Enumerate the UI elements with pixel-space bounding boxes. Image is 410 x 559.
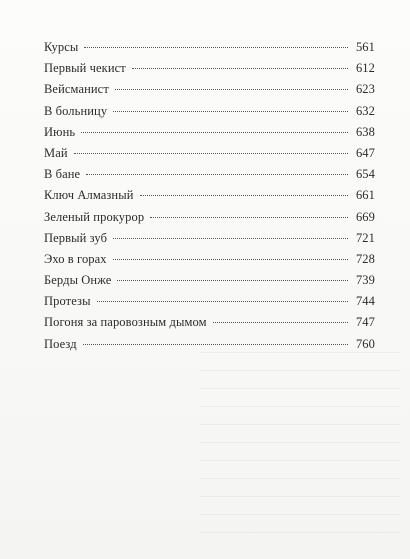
toc-entry-page: 623 [355, 82, 375, 97]
toc-entry-title: Зеленый прокурор [44, 209, 145, 224]
toc-entry-page: 632 [355, 103, 375, 118]
toc-entry [44, 188, 375, 209]
toc-entry-title: Ключ Алмазный [44, 188, 134, 203]
dot-leader [74, 153, 348, 154]
toc-entry-title: Погоня за паровозным дымом [44, 315, 207, 330]
toc-entry-page: 744 [355, 294, 375, 309]
toc-entry-page: 654 [355, 167, 375, 182]
toc-entry [44, 125, 375, 146]
toc-entry [44, 231, 375, 252]
dot-leader [113, 111, 348, 112]
toc-entry-page: 721 [355, 230, 375, 245]
toc-entry-title: Вейсманист [44, 82, 109, 97]
toc-entry [44, 210, 375, 231]
toc-entry-page: 669 [355, 209, 375, 224]
dot-leader [113, 259, 348, 260]
toc-entry-page: 747 [355, 315, 375, 330]
show-through-text [200, 340, 400, 550]
toc-entry [44, 337, 375, 358]
toc-entry-title: Первый чекист [44, 61, 126, 76]
toc-entry-title: Эхо в горах [44, 251, 107, 266]
toc-entry-title: В бане [44, 167, 81, 182]
toc-entry [44, 104, 375, 125]
toc-entry-title: Июнь [44, 124, 76, 139]
toc-entry [44, 273, 375, 294]
toc-entry [44, 294, 375, 315]
dot-leader [213, 322, 348, 323]
dot-leader [117, 280, 348, 281]
table-of-contents [44, 40, 375, 358]
dot-leader [115, 89, 348, 90]
dot-leader [132, 68, 348, 69]
toc-entry [44, 167, 375, 188]
dot-leader [150, 217, 348, 218]
toc-entry [44, 82, 375, 103]
dot-leader [83, 344, 348, 345]
toc-entry [44, 40, 375, 61]
toc-entry-page: 647 [355, 145, 375, 160]
dot-leader [97, 301, 348, 302]
dot-leader [140, 195, 348, 196]
toc-entry-page: 638 [355, 124, 375, 139]
toc-entry [44, 61, 375, 82]
dot-leader [113, 238, 348, 239]
toc-entry-page: 612 [355, 61, 375, 76]
toc-entry [44, 146, 375, 167]
toc-entry-page: 728 [355, 251, 375, 266]
toc-entry-title: Берды Онже [44, 273, 112, 288]
toc-entry-title: Первый зуб [44, 230, 108, 245]
toc-entry-page: 760 [355, 336, 375, 351]
toc-entry-title: В больницу [44, 103, 108, 118]
dot-leader [81, 132, 348, 133]
toc-entry [44, 252, 375, 273]
dot-leader [86, 174, 348, 175]
toc-entry [44, 315, 375, 336]
toc-entry-title: Протезы [44, 294, 91, 309]
toc-entry-page: 561 [355, 40, 375, 54]
toc-entry-page: 739 [355, 273, 375, 288]
toc-entry-title: Поезд [44, 336, 77, 351]
toc-entry-title: Курсы [44, 40, 79, 54]
dot-leader [84, 47, 348, 48]
toc-entry-page: 661 [355, 188, 375, 203]
toc-entry-title: Май [44, 145, 68, 160]
